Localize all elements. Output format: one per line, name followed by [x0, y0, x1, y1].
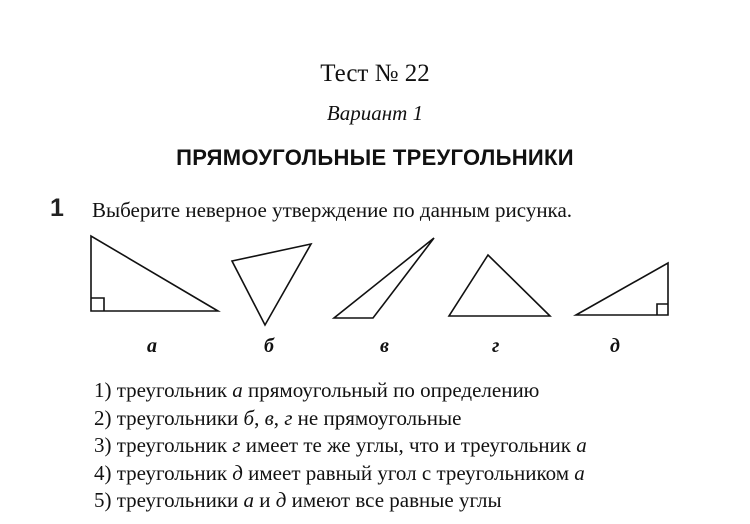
- figure-label-a: а: [147, 335, 157, 357]
- figure-ref: а: [574, 460, 585, 485]
- figure-ref: г: [284, 405, 293, 430]
- triangle-b: [232, 244, 311, 325]
- figure-label-b: б: [264, 335, 274, 357]
- figure-ref: д: [275, 488, 287, 512]
- figure-label-g: г: [492, 335, 500, 357]
- answer-text: и: [254, 488, 276, 512]
- answer-text: треугольники: [111, 405, 244, 430]
- figure-ref: в: [264, 405, 274, 430]
- figure-label-v: в: [380, 335, 389, 357]
- test-title: Тест № 22: [320, 60, 430, 87]
- triangle-g: [449, 255, 550, 316]
- answer-text: треугольник: [111, 433, 233, 457]
- answer-text: имеет равный угол с треугольником: [242, 460, 575, 485]
- answer-number: 5): [94, 488, 112, 512]
- answer-number: 3): [94, 433, 112, 457]
- right-angle-mark-a: [91, 298, 104, 311]
- triangle-d: [576, 263, 668, 315]
- figure-ref: д: [232, 460, 243, 485]
- answer-option: [94, 432, 587, 460]
- figure-ref: а: [576, 433, 587, 457]
- answer-number: 1): [94, 378, 112, 402]
- question-text: Выберите неверное утверждение по данным рисунка.: [92, 198, 573, 222]
- answer-option: [94, 377, 587, 405]
- figure-ref: а: [243, 488, 255, 512]
- answer-text: ,: [273, 405, 285, 430]
- answer-text: ,: [254, 405, 265, 430]
- answer-text: треугольник: [111, 460, 233, 485]
- figure-ref: б: [243, 405, 255, 430]
- answer-text: имеет те же углы, что и треугольник: [240, 433, 577, 457]
- answer-option: [94, 487, 587, 515]
- answer-number: 4): [94, 460, 112, 485]
- answer-text: не прямоугольные: [292, 405, 462, 430]
- question-number: 1: [50, 194, 64, 222]
- figure-ref: а: [232, 378, 243, 402]
- triangle-v: [334, 238, 434, 318]
- answer-option: [94, 405, 587, 433]
- answer-number: 2): [94, 405, 112, 430]
- answer-text: прямоугольный по определению: [242, 378, 540, 402]
- answer-text: треугольник: [111, 378, 233, 402]
- answer-text: имеют все равные углы: [286, 488, 502, 512]
- figure-ref: г: [232, 433, 241, 457]
- variant-label: Вариант 1: [326, 101, 424, 125]
- answer-list: [94, 377, 587, 515]
- answer-text: треугольники: [111, 488, 244, 512]
- figure-label-d: д: [610, 335, 620, 357]
- answer-option: [94, 460, 587, 488]
- right-angle-mark-d: [657, 304, 668, 315]
- triangle-a: [91, 236, 218, 311]
- section-title: ПРЯМОУГОЛЬНЫЕ ТРЕУГОЛЬНИКИ: [176, 145, 574, 170]
